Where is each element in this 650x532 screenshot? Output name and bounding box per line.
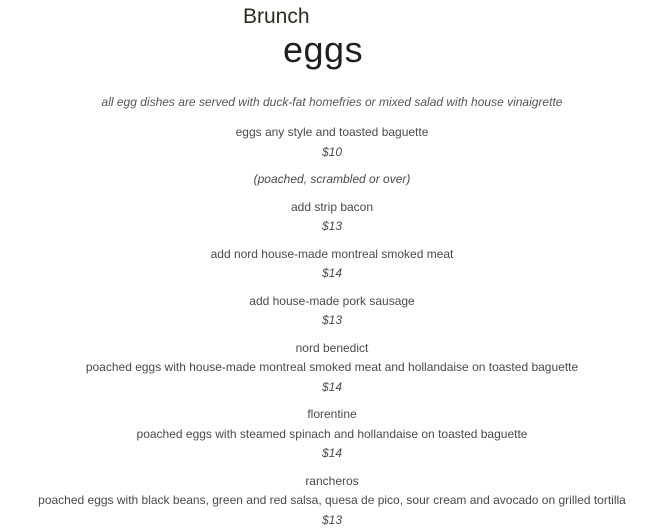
menu-item (0, 198, 650, 237)
menu-item-price: $14 (321, 446, 343, 460)
menu-item-price: $13 (321, 512, 343, 527)
menu-item (0, 405, 650, 464)
menu-item (0, 245, 650, 284)
page-heading: Brunch (243, 5, 310, 28)
menu-item (0, 170, 650, 190)
menu-item-price: $14 (321, 379, 343, 394)
menu-item-description: poached eggs with house-made montreal smoked meat and hollandaise on toasted baguette (85, 360, 579, 374)
menu-item-price: $10 (321, 144, 343, 159)
menu-item (0, 123, 650, 162)
menu-item-description: poached eggs with steamed spinach and hollandaise on toasted baguette (136, 426, 528, 441)
menu-item-name: add house-made pork sausage (249, 293, 415, 308)
menu-item (0, 472, 650, 531)
menu-item-name: florentine (307, 407, 357, 421)
serving-note: all egg dishes are served with duck-fat homefries or mixed salad with house vinaigrette (101, 95, 563, 109)
menu-item-price: $13 (321, 219, 343, 233)
menu-item-name: add nord house-made montreal smoked meat (210, 246, 454, 261)
menu-item-name: eggs any style and toasted baguette (235, 125, 429, 139)
menu-item-price: $14 (321, 266, 343, 280)
menu-item-price: $13 (321, 313, 343, 327)
menu-item-name: nord benedict (295, 340, 369, 355)
section-title: eggs (283, 29, 364, 70)
menu-item (0, 339, 650, 398)
menu-item-name: rancheros (305, 473, 359, 488)
menu-item-description: poached eggs with black beans, green and red salsa, quesa de pico, sour cream and avocado on grilled tortilla (38, 493, 626, 507)
menu-item-name: add strip bacon (290, 199, 374, 214)
menu-item-name: (poached, scrambled or over) (253, 172, 411, 186)
menu-items-list (0, 123, 650, 530)
menu-item (0, 292, 650, 331)
